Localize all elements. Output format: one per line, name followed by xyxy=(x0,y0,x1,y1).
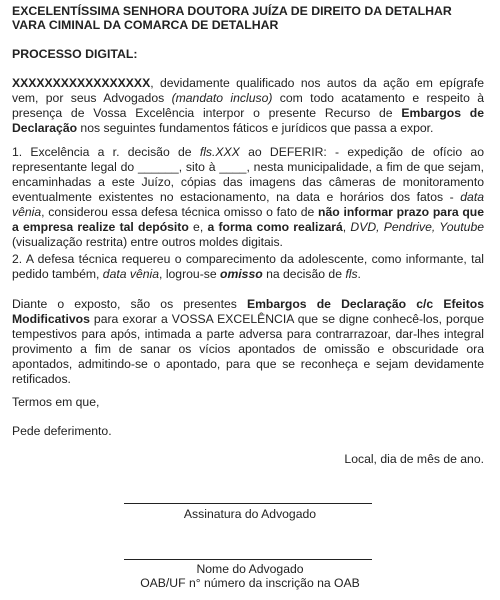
addressee-line-1: EXCELENTÍSSIMA SENHORA DOUTORA JUÍZA DE DIREITO DA DETALHAR xyxy=(12,4,452,18)
paragraph-1: 1. Excelência a r. decisão de fls.XXX ao DEFERIR: - expedição de ofício ao representante legal do ______, sito à ____, nesta municipalidade, a fim de que sejam, encaminhadas a este Juízo, cópias das imagens das câmeras de monitoramento eventualmente existentes no estacionamento, na data e horários dos fatos - data vênia, considerou essa defesa técnica omisso o fato de não informar prazo para que a empresa realize tal depósito e, a forma como realizará, DVD, Pendrive, Youtube (visualização restrita) entre outros moldes digitais. xyxy=(12,145,485,249)
intro-paragraph: XXXXXXXXXXXXXXXXX, devidamente qualificado nos autos da ação em epígrafe vem, por seus Advogados (mandato incluso) com todo acatamento e respeito à presença de Vossa Excelência interpor o presente Recurso de Embargos de Declaração nos seguintes fundamentos fáticos e jurídicos que passa a expor. xyxy=(12,76,484,135)
party-name: XXXXXXXXXXXXXXXXX xyxy=(12,76,151,90)
addressee-line-2: VARA CIMINAL DA COMARCA DE DETALHAR xyxy=(12,18,279,32)
name-line xyxy=(124,559,372,560)
oab-registration: OAB/UF n° número da inscrição na OAB xyxy=(140,576,360,590)
lawyer-name: Nome do Advogado xyxy=(196,562,304,576)
addressee-heading xyxy=(12,4,484,32)
mandate-note: (mandato incluso) xyxy=(171,91,273,105)
closing-terms: Termos em que, xyxy=(12,395,100,409)
signature-label: Assinatura do Advogado xyxy=(183,507,317,521)
place-date: Local, dia de mês de ano. xyxy=(344,452,484,466)
conclusion-paragraph: Diante o exposto, são os presentes Embargos de Declaração c/c Efeitos Modificativos para exorar a VOSSA EXCELÊNCIA que se digne conhecê-los, porque tempestivos para após, intimada a parte adversa para contrarrazoar, dar-lhes integral provimento a fim de sanar os vícios apontados de omissão e obscuridade ora apontados, admitindo-se o apontado, para que se reconheça e sejam devidamente retificados. xyxy=(12,297,484,386)
process-label: PROCESSO DIGITAL: xyxy=(12,47,138,61)
closing-request: Pede deferimento. xyxy=(12,424,112,438)
signature-line xyxy=(124,503,372,504)
remedy-name: Embargos de Declaração xyxy=(12,106,484,135)
paragraph-2: 2. A defesa técnica requereu o comparecimento da adolescente, como informante, tal pedido também, data vênia, logrou-se omisso na decisão de fls. xyxy=(12,252,484,281)
